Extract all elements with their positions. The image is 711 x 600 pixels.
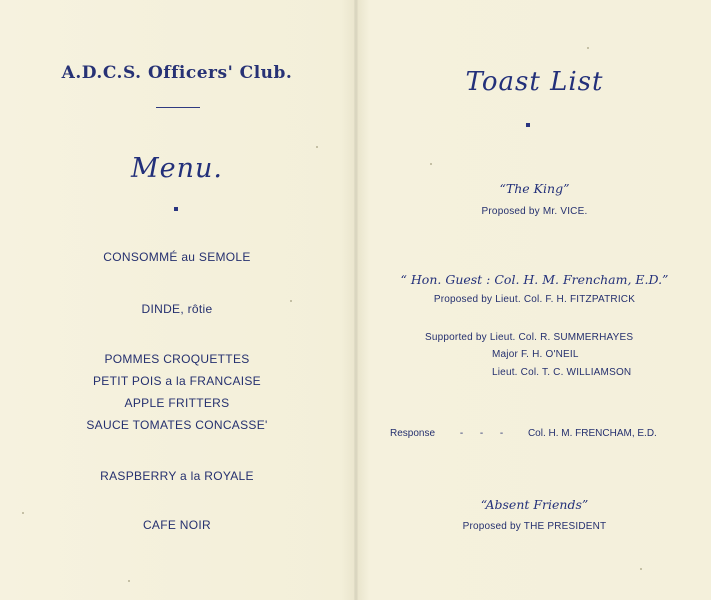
paper-speck	[587, 47, 589, 49]
menu-item-pommes: POMMES CROQUETTES	[104, 352, 250, 366]
paper-speck	[290, 300, 292, 302]
response-label: Response	[390, 428, 436, 439]
toast-absent-friends: “Absent Friends”	[480, 497, 589, 512]
toast-hon-guest-supporter-3: Lieut. Col. T. C. WILLIAMSON	[492, 367, 632, 378]
paper-speck	[316, 146, 318, 148]
paper-speck	[430, 163, 432, 165]
bullet-ornament	[174, 207, 178, 211]
toast-hon-guest-proposer: Proposed by Lieut. Col. F. H. FITZPATRICK	[433, 294, 636, 305]
toast-hon-guest-supporter-1: Supported by Lieut. Col. R. SUMMERHAYES	[425, 332, 634, 343]
paper-speck	[128, 580, 130, 582]
menu-item-dinde: DINDE, rôtie	[141, 302, 213, 316]
toast-hon-guest: “ Hon. Guest : Col. H. M. Frencham, E.D.”	[400, 272, 669, 287]
paper-speck	[22, 512, 24, 514]
bullet-ornament	[526, 123, 530, 127]
menu-item-cafe: CAFE NOIR	[142, 518, 212, 532]
title-divider	[156, 107, 200, 108]
paper-speck	[640, 568, 642, 570]
menu-item-consomme: CONSOMMÉ au SEMOLE	[103, 250, 251, 264]
menu-item-raspberry: RASPBERRY a la ROYALE	[100, 469, 254, 483]
toast-list-title: Toast List	[465, 67, 604, 97]
toast-the-king-proposer: Proposed by Mr. VICE.	[481, 206, 588, 217]
toast-panel	[358, 0, 711, 600]
response-dashes: - - -	[459, 428, 504, 439]
toast-the-king: “The King”	[499, 181, 570, 196]
menu-panel	[0, 0, 354, 600]
menu-item-apple-fritters: APPLE FRITTERS	[124, 396, 230, 410]
toast-absent-friends-proposer: Proposed by THE PRESIDENT	[462, 521, 607, 532]
club-name: A.D.C.S. Officers' Club.	[61, 63, 293, 83]
response-by: Col. H. M. FRENCHAM, E.D.	[527, 428, 657, 439]
menu-item-sauce: SAUCE TOMATES CONCASSE'	[86, 418, 268, 432]
menu-title: Menu.	[131, 153, 223, 184]
response-row	[390, 428, 657, 439]
menu-item-petit-pois: PETIT POIS a la FRANCAISE	[93, 374, 261, 388]
toast-hon-guest-supporter-2: Major F. H. O'NEIL	[492, 349, 579, 360]
